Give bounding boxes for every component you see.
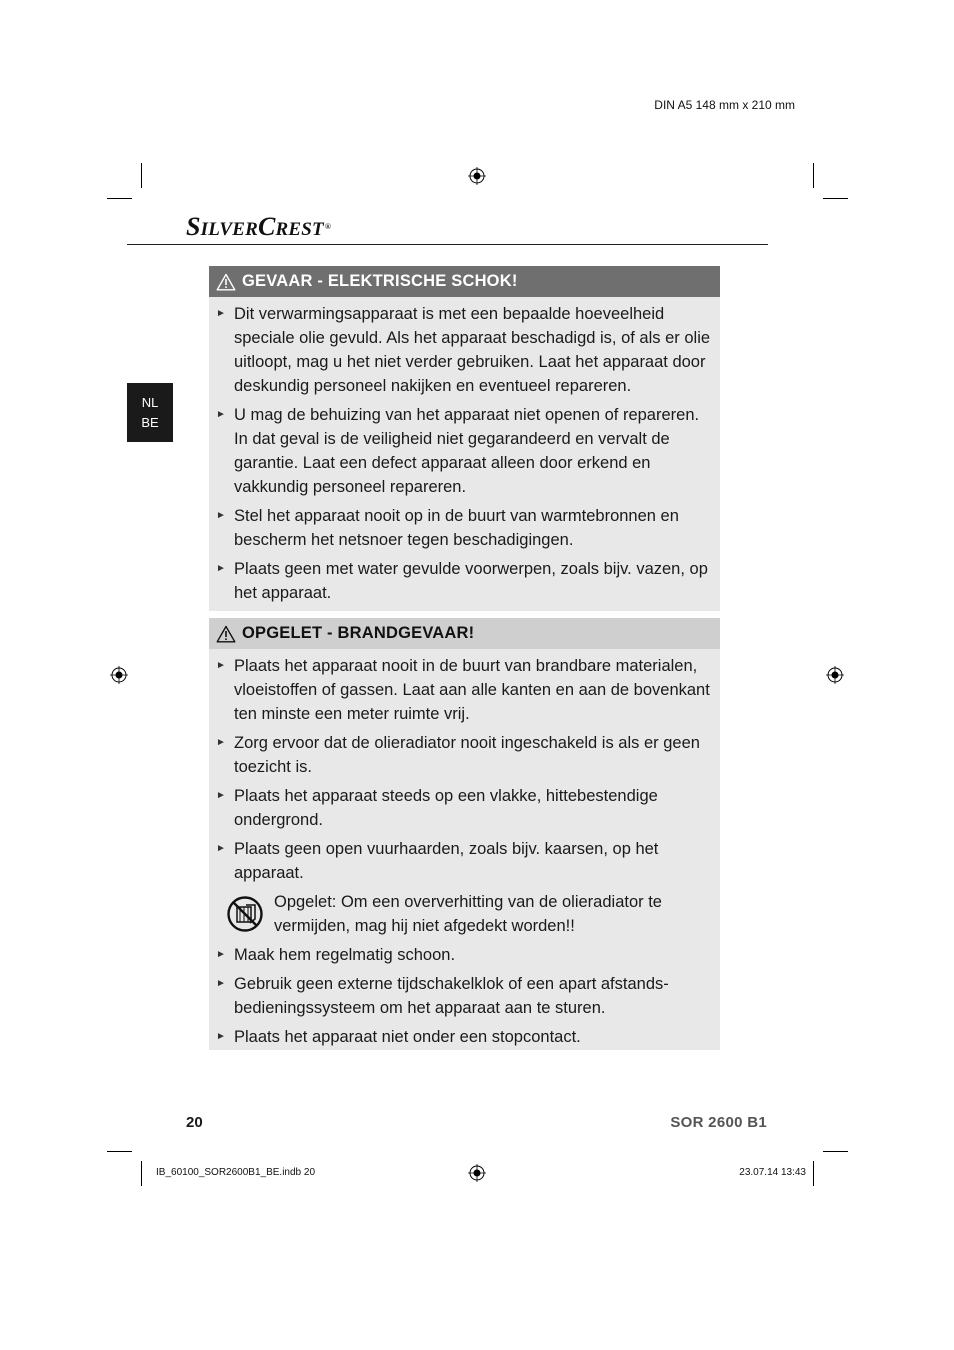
- list-item: ► Dit verwarmingsapparaat is met een bepaalde hoeveelheid speciale olie gevuld. Als het apparaat beschadigd is, of als er olie uitloopt, mag u het niet verder gebruiken. Laat het apparaat door deskundig personeel nakijken en eventueel repareren.: [209, 302, 712, 398]
- registration-mark-icon: [110, 666, 128, 684]
- crop-mark: [107, 1151, 132, 1152]
- do-not-cover-icon: [226, 895, 264, 933]
- crop-mark: [813, 1161, 814, 1186]
- bullet-arrow-icon: ►: [216, 308, 226, 319]
- crop-mark: [141, 163, 142, 188]
- warning-triangle-icon: [216, 273, 236, 291]
- bullet-arrow-icon: ►: [216, 843, 226, 854]
- language-tab: NL BE: [127, 383, 173, 442]
- list-item: ► Zorg ervoor dat de olieradiator nooit ingeschakeld is als er geen toezicht is.: [209, 731, 712, 779]
- list-item: ► Stel het apparaat nooit op in de buurt van warmtebronnen en bescherm het netsnoer tegen beschadigingen.: [209, 504, 712, 552]
- header-divider: [127, 244, 768, 245]
- bullet-arrow-icon: ►: [216, 949, 226, 960]
- do-not-cover-notice: Opgelet: Om een oververhitting van de olieradiator te vermijden, mag hij niet afgedekt worden!!: [209, 890, 712, 938]
- registration-mark-icon: [826, 666, 844, 684]
- list-item: ► Plaats het apparaat niet onder een stopcontact.: [209, 1025, 712, 1049]
- bullet-arrow-icon: ►: [216, 790, 226, 801]
- registration-mark-icon: [468, 1164, 486, 1182]
- crop-mark: [823, 1151, 848, 1152]
- crop-mark: [107, 198, 132, 199]
- bullet-arrow-icon: ►: [216, 563, 226, 574]
- bullet-arrow-icon: ►: [216, 409, 226, 420]
- list-item: ► Plaats het apparaat nooit in de buurt van brandbare materialen, vloeistoffen of gassen. Laat aan alle kanten en aan de bovenkant ten minste een meter ruimte vrij.: [209, 654, 712, 726]
- section-heading: OPGELET - BRANDGEVAAR!: [209, 618, 720, 649]
- bullet-arrow-icon: ►: [216, 510, 226, 521]
- bullet-arrow-icon: ►: [216, 1031, 226, 1042]
- caution-fire-hazard-section: [209, 618, 720, 1050]
- file-info: IB_60100_SOR2600B1_BE.indb 20: [156, 1167, 316, 1178]
- list-item: ► Maak hem regelmatig schoon.: [209, 943, 712, 967]
- list-item: ► U mag de behuizing van het apparaat niet openen of repareren. In dat geval is de veiligheid niet gegarandeerd en vervalt de garantie. Laat een defect apparaat alleen door erkend en vakkundig personeel repareren.: [209, 403, 712, 499]
- bullet-arrow-icon: ►: [216, 978, 226, 989]
- model-number: SOR 2600 B1: [670, 1114, 767, 1131]
- bullet-arrow-icon: ►: [216, 737, 226, 748]
- list-item: ► Plaats geen open vuurhaarden, zoals bijv. kaarsen, op het apparaat.: [209, 837, 712, 885]
- list-item: ► Plaats geen met water gevulde voorwerpen, zoals bijv. vazen, op het apparaat.: [209, 557, 712, 605]
- crop-mark: [823, 198, 848, 199]
- crop-mark: [141, 1161, 142, 1186]
- list-item: ► Gebruik geen externe tijdschakelklok of een apart afstands-bedieningssysteem om het apparaat aan te sturen.: [209, 972, 712, 1020]
- section-heading: GEVAAR - ELEKTRISCHE SCHOK!: [209, 266, 720, 297]
- warning-triangle-icon: [216, 625, 236, 643]
- brand-logo: SILVERCREST®: [186, 212, 332, 241]
- warning-list: [209, 649, 720, 885]
- warning-list: [209, 297, 720, 605]
- list-item: ► Plaats het apparaat steeds op een vlakke, hittebestendige ondergrond.: [209, 784, 712, 832]
- print-date: 23.07.14 13:43: [739, 1167, 806, 1178]
- crop-mark: [813, 163, 814, 188]
- danger-electric-shock-section: [209, 266, 720, 611]
- registration-mark-icon: [468, 167, 486, 185]
- warning-list: [209, 943, 720, 1049]
- paper-format-label: DIN A5 148 mm x 210 mm: [654, 98, 795, 112]
- page-number: 20: [186, 1114, 203, 1131]
- bullet-arrow-icon: ►: [216, 660, 226, 671]
